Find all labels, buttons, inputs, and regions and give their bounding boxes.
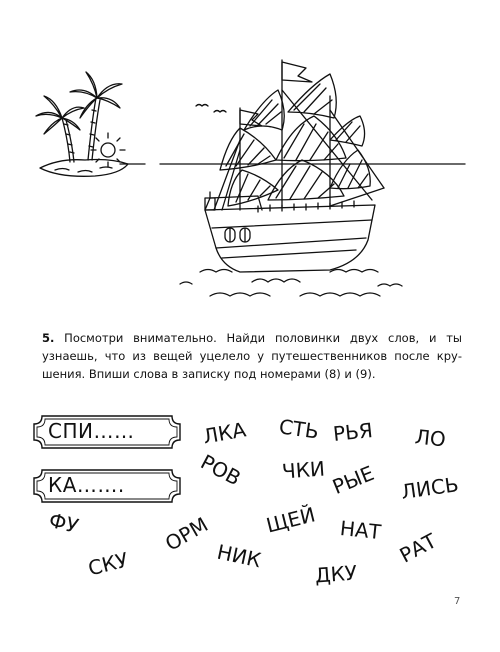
fragment-rya: РЬЯ <box>331 417 374 447</box>
word-frame-1 <box>32 414 182 450</box>
fragment-rat: РАТ <box>395 528 441 568</box>
word-frame-1-text: СПИ…… <box>48 419 135 443</box>
task-instructions <box>42 329 462 383</box>
task-number: 5. <box>42 331 55 345</box>
fragment-rov: РОВ <box>196 449 245 491</box>
fragment-fu: ФУ <box>46 507 81 539</box>
fragment-lis: ЛИСЬ <box>399 472 461 504</box>
fragment-orm: ОРМ <box>161 512 213 556</box>
fragment-dku: ДКУ <box>314 560 358 588</box>
fragment-sku: СКУ <box>85 547 131 581</box>
fragment-lka: ЛКА <box>201 417 248 449</box>
page-number: 7 <box>454 596 461 607</box>
fragment-rye: РЫЕ <box>329 460 378 500</box>
task-line-3: шения. Впиши слова в записку под номерами (8) и (9). <box>42 367 376 381</box>
fragment-st: СТЬ <box>277 414 321 444</box>
fragment-lo: ЛО <box>413 424 447 452</box>
task-line-1: 5. Посмотри внимательно. Найди половинки двух слов, и ты <box>42 331 462 345</box>
fragment-chki: ЧКИ <box>281 456 326 484</box>
ship-island-illustration <box>0 0 500 320</box>
word-frame-2-text: КА……. <box>48 473 125 497</box>
word-frame-2 <box>32 468 182 504</box>
task-line-2: узнаешь, что из вещей уцелело у путешественников после кру- <box>42 349 462 363</box>
fragment-schey: ЩЕЙ <box>263 502 318 538</box>
fragment-nat: НАТ <box>338 515 383 545</box>
fragment-nik: НИК <box>214 539 264 573</box>
